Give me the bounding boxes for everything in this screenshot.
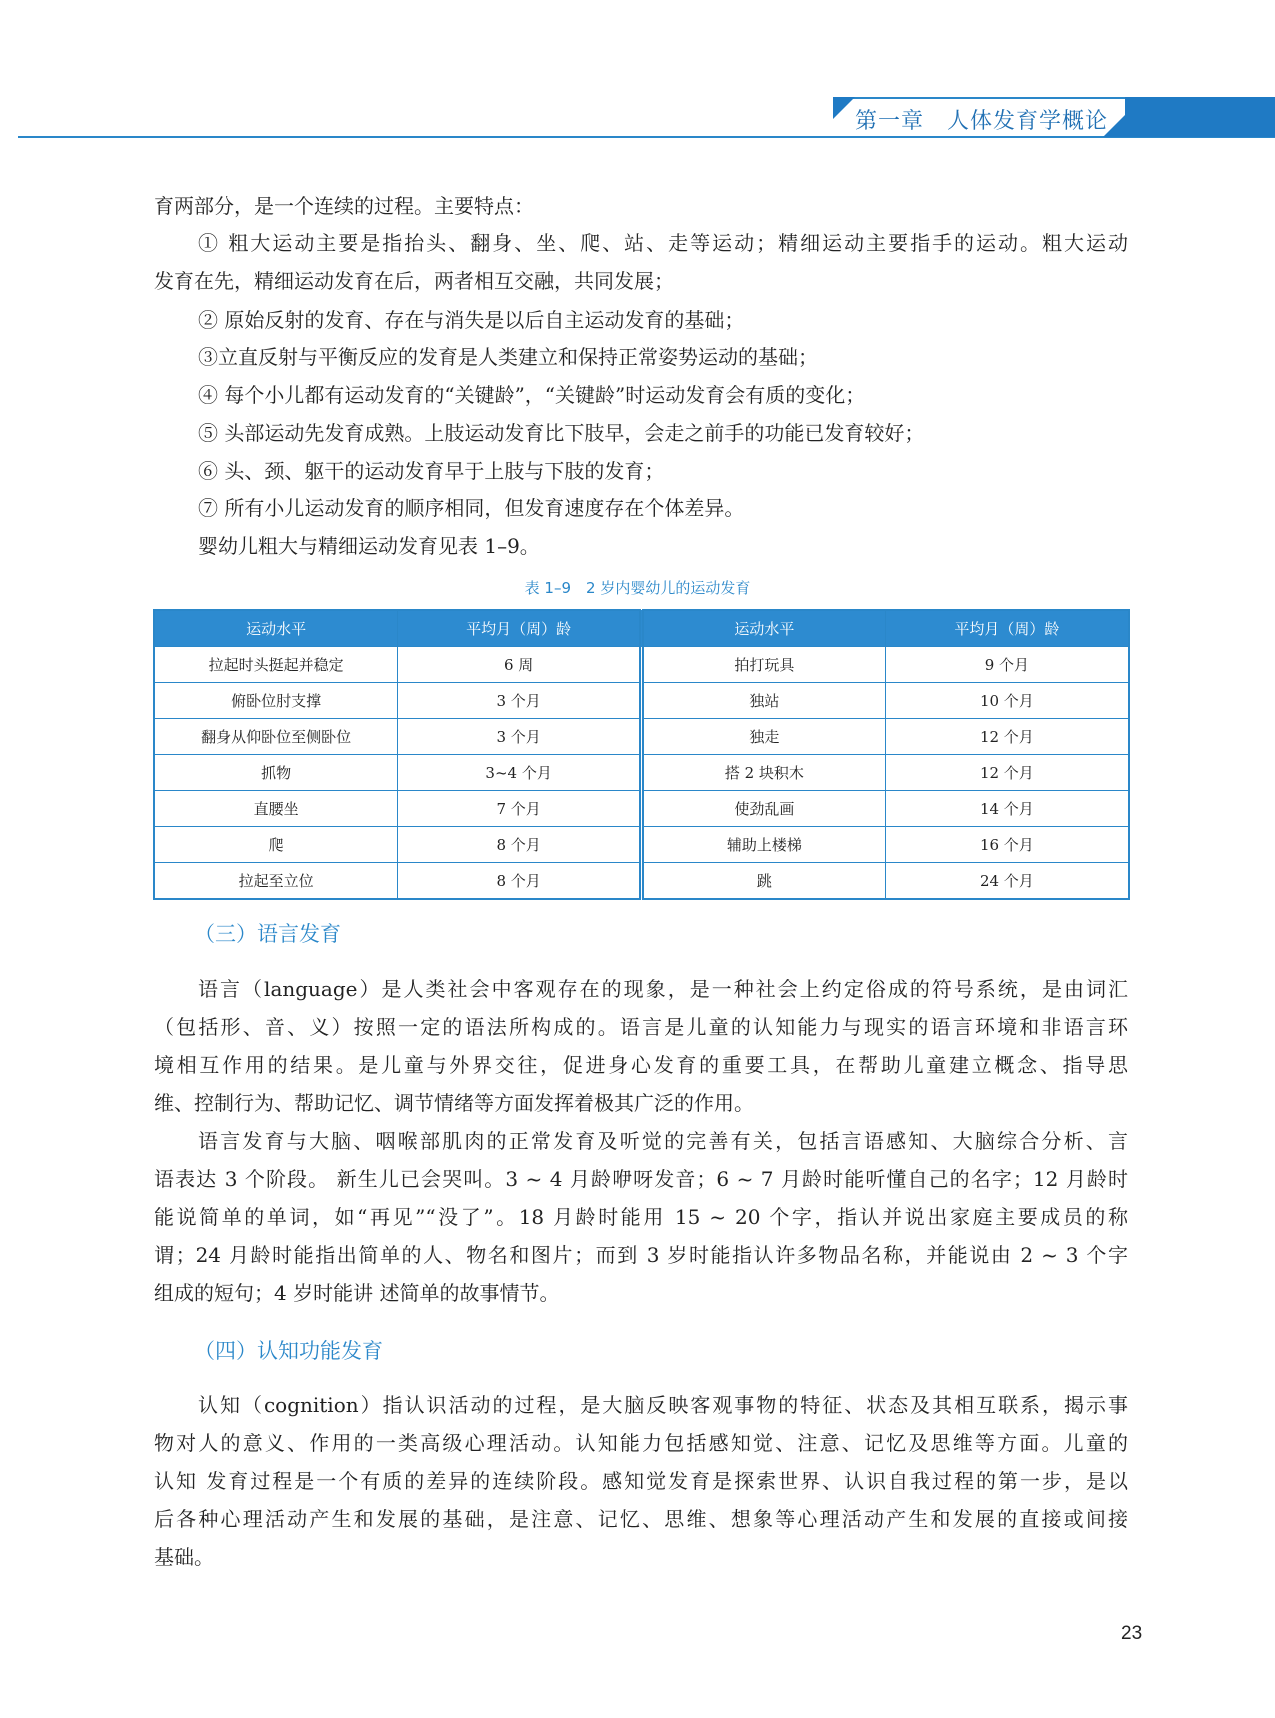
body-line: 境相互作用的结果。是儿童与外界交往，促进身心发育的重要工具，在帮助儿童建立概念、指导思 — [154, 1053, 1128, 1077]
table-row — [154, 683, 1129, 719]
column-header: 平均月（周）龄 — [398, 610, 642, 647]
average-age-cell: 6 周 — [398, 647, 642, 683]
page-number: 23 — [1121, 1623, 1143, 1644]
table-caption: 表 1–9 2 岁内婴幼儿的运动发育 — [524, 579, 751, 597]
motor-level-cell: 拉起时头挺起并稳定 — [154, 647, 398, 683]
body-line: 物对人的意义、作用的一类高级心理活动。认知能力包括感知觉、注意、记忆及思维等方面。儿童的 — [154, 1431, 1128, 1455]
body-line: 语言（language）是人类社会中客观存在的现象，是一种社会上约定俗成的符号系统，是由词汇 — [198, 977, 1128, 1001]
column-header: 平均月（周）龄 — [885, 610, 1129, 647]
average-age-cell: 7 个月 — [398, 791, 642, 827]
average-age-cell: 10 个月 — [885, 683, 1129, 719]
average-age-cell: 3 个月 — [398, 719, 642, 755]
table-row — [154, 827, 1129, 863]
body-line: ③立直反射与平衡反应的发育是人类建立和保持正常姿势运动的基础； — [198, 345, 818, 369]
section-heading: （四）认知功能发育 — [194, 1339, 383, 1363]
motor-level-cell: 搭 2 块积木 — [642, 755, 886, 791]
motor-level-cell: 翻身从仰卧位至侧卧位 — [154, 719, 398, 755]
body-line: ⑤ 头部运动先发育成熟。上肢运动发育比下肢早，会走之前手的功能已发育较好； — [198, 421, 925, 445]
body-line: 认知（cognition）指认识活动的过程，是大脑反映客观事物的特征、状态及其相互联系，揭示事 — [198, 1393, 1128, 1417]
section-heading: （三）语言发育 — [194, 922, 341, 946]
table-header-row — [154, 610, 1129, 647]
body-line: （包括形、音、义）按照一定的语法所构成的。语言是儿童的认知能力与现实的语言环境和非语言环 — [154, 1015, 1128, 1039]
body-line: 维、控制行为、帮助记忆、调节情绪等方面发挥着极其广泛的作用。 — [154, 1091, 754, 1115]
body-line: 发育在先，精细运动发育在后，两者相互交融，共同发展； — [154, 269, 674, 293]
motor-level-cell: 辅助上楼梯 — [642, 827, 886, 863]
chapter-title: 第一章 人体发育学概论 — [855, 109, 1109, 134]
table-row — [154, 647, 1129, 683]
motor-level-cell: 爬 — [154, 827, 398, 863]
motor-level-cell: 跳 — [642, 863, 886, 900]
average-age-cell: 8 个月 — [398, 863, 642, 900]
table-row — [154, 791, 1129, 827]
average-age-cell: 9 个月 — [885, 647, 1129, 683]
motor-level-cell: 拍打玩具 — [642, 647, 886, 683]
body-line: ① 粗大运动主要是指抬头、翻身、坐、爬、站、走等运动；精细运动主要指手的运动。粗大运动 — [198, 231, 1128, 255]
body-line: 后各种心理活动产生和发展的基础，是注意、记忆、思维、想象等心理活动产生和发展的直接或间接 — [154, 1507, 1128, 1531]
body-line: 语表达 3 个阶段。 新生儿已会哭叫。3 ~ 4 月龄咿呀发音；6 ~ 7 月龄时能听懂自己的名字；12 月龄时 — [154, 1167, 1128, 1191]
body-line: 基础。 — [154, 1545, 214, 1569]
body-line: 育两部分，是一个连续的过程。主要特点： — [154, 194, 534, 218]
motor-level-cell: 抓物 — [154, 755, 398, 791]
column-header: 运动水平 — [642, 610, 886, 647]
motor-level-cell: 使劲乱画 — [642, 791, 886, 827]
body-line: ⑥ 头、颈、躯干的运动发育早于上肢与下肢的发育； — [198, 459, 665, 483]
average-age-cell: 12 个月 — [885, 719, 1129, 755]
average-age-cell: 24 个月 — [885, 863, 1129, 900]
motor-development-table — [153, 609, 1130, 900]
body-line: ⑦ 所有小儿运动发育的顺序相同，但发育速度存在个体差异。 — [198, 496, 745, 520]
average-age-cell: 14 个月 — [885, 791, 1129, 827]
motor-level-cell: 独站 — [642, 683, 886, 719]
average-age-cell: 3~4 个月 — [398, 755, 642, 791]
average-age-cell: 3 个月 — [398, 683, 642, 719]
body-line: 组成的短句；4 岁时能讲 述简单的故事情节。 — [154, 1281, 560, 1305]
motor-level-cell: 直腰坐 — [154, 791, 398, 827]
body-line: 语言发育与大脑、咽喉部肌肉的正常发育及听觉的完善有关，包括言语感知、大脑综合分析、言 — [198, 1129, 1128, 1153]
table-row — [154, 863, 1129, 900]
average-age-cell: 12 个月 — [885, 755, 1129, 791]
column-header: 运动水平 — [154, 610, 398, 647]
table-row — [154, 755, 1129, 791]
body-line: 谓；24 月龄时能指出简单的人、物名和图片；而到 3 岁时能指认许多物品名称，并能说由 2 ~ 3 个字 — [154, 1243, 1128, 1267]
body-line: 认知 发育过程是一个有质的差异的连续阶段。感知觉发育是探索世界、认识自我过程的第一步，是以 — [154, 1469, 1128, 1493]
header-corner-decoration — [833, 97, 855, 119]
motor-level-cell: 俯卧位肘支撑 — [154, 683, 398, 719]
average-age-cell: 8 个月 — [398, 827, 642, 863]
header-color-band — [1125, 97, 1275, 137]
body-line: 婴幼儿粗大与精细运动发育见表 1–9。 — [198, 534, 540, 558]
average-age-cell: 16 个月 — [885, 827, 1129, 863]
body-line: ④ 每个小儿都有运动发育的“关键龄”，“关键龄”时运动发育会有质的变化； — [198, 383, 866, 407]
body-line: 能说简单的单词，如“再见”“没了”。18 月龄时能用 15 ~ 20 个字，指认并说出家庭主要成员的称 — [154, 1205, 1128, 1229]
body-line: ② 原始反射的发育、存在与消失是以后自主运动发育的基础； — [198, 308, 745, 332]
table-row — [154, 719, 1129, 755]
motor-level-cell: 拉起至立位 — [154, 863, 398, 900]
motor-level-cell: 独走 — [642, 719, 886, 755]
